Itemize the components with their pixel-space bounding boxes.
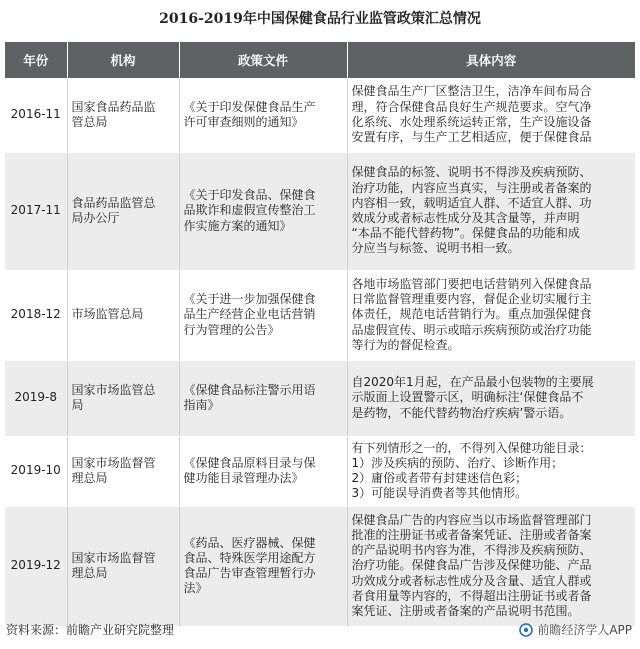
org-line: 国家市场监管总	[71, 382, 156, 397]
policy-table	[5, 42, 635, 627]
policy-line: 健功能目录管理办法》	[183, 471, 304, 485]
cell-year: 2018-12	[5, 270, 67, 360]
org-line: 市场监管总局	[71, 307, 144, 322]
policy-line: 《保健食品原料目录与保	[183, 455, 316, 470]
policy-line: 《药品、医疗器械、保健	[183, 535, 316, 550]
cell-content	[347, 436, 635, 506]
header-policy: 政策文件	[179, 42, 347, 78]
table-row	[5, 270, 635, 360]
policy-line: 《关于进一步加强保健食	[183, 292, 316, 307]
content-line: “本品不能代替药物”。保健食品的功能和成	[351, 226, 580, 241]
cell-org	[67, 360, 179, 436]
policy-line: 行为管理的公告》	[183, 322, 280, 337]
org-line: 局办公厅	[71, 211, 120, 225]
cell-year: 2016-11	[5, 78, 67, 152]
cell-policy	[179, 270, 347, 360]
content-line: 品虚假宣传、明示或暗示疾病预防或治疗功能	[351, 322, 592, 337]
header-year: 年份	[5, 42, 67, 78]
content-line: 1）涉及疾病的预防、治疗、诊断作用；	[351, 455, 564, 470]
content-line: 日常监督管理重要内容，督促企业切实履行主	[351, 292, 592, 307]
content-line: 有下列情形之一的，不得列入保健功能目录：	[351, 440, 592, 455]
cell-policy	[179, 360, 347, 436]
content-line: 等行为的督促检查。	[351, 337, 460, 352]
cell-policy	[179, 436, 347, 506]
header-org: 机构	[67, 42, 179, 78]
content-line: 者食用量等内容的，不得超出注册证书或者备	[351, 588, 592, 603]
table-body	[5, 78, 635, 626]
policy-line: 食品、特殊医学用途配方	[183, 550, 316, 565]
cell-year: 2019-12	[5, 506, 67, 626]
cell-content	[347, 506, 635, 626]
policy-line: 《关于印发保健食品生产	[183, 99, 316, 114]
page-title: 2016-2019年中国保健食品行业监管政策汇总情况	[159, 11, 481, 27]
cell-policy	[179, 78, 347, 152]
brand-name: 前瞻经济学人APP	[537, 623, 632, 637]
content-line: 批准的注册证书或者备案凭证、注册或者备案	[351, 527, 592, 542]
cell-content	[347, 152, 635, 270]
cell-policy	[179, 506, 347, 626]
policy-line: 品欺诈和虚假宣传整治工	[183, 203, 316, 218]
policy-line: 食品广告审查管理暂行办	[183, 566, 316, 580]
policy-line: 作实施方案的通知》	[183, 218, 292, 233]
cell-content	[347, 270, 635, 360]
policy-line: 品生产经营企业电话营销	[183, 307, 316, 322]
policy-line: 许可审查细则的通知》	[183, 114, 304, 129]
org-line: 局	[71, 398, 84, 412]
cell-content	[347, 78, 635, 152]
table-row	[5, 78, 635, 152]
content-line: 内容相一致，载明适宜人群、不适宜人群、功	[351, 195, 592, 210]
brand-logo-icon	[519, 623, 533, 637]
content-line: 保健食品的标签、说明书不得涉及疾病预防、	[351, 165, 592, 180]
content-line: 理，符合保健食品良好生产规范要求。空气净	[351, 99, 592, 114]
policy-line: 《关于印发食品、保健食	[183, 188, 316, 203]
policy-line: 《保健食品标注警示用语	[183, 382, 316, 397]
cell-year: 2019-8	[5, 360, 67, 436]
content-line: 化系统、水处理系统运转正常，生产设施设备	[351, 114, 592, 129]
content-line: 效成分或者标志性成分及其含量等，并声明	[351, 211, 580, 225]
cell-org	[67, 436, 179, 506]
cell-year: 2019-10	[5, 436, 67, 506]
content-line: 的产品说明书内容为准，不得涉及疾病预防、	[351, 543, 592, 558]
cell-org	[67, 152, 179, 270]
cell-year: 2017-11	[5, 152, 67, 270]
content-line: 示版面上设置警示区，明确标注‘保健食品不	[351, 390, 584, 405]
table-row	[5, 436, 635, 506]
content-line: 分应当与标签、说明书相一致。	[351, 241, 520, 256]
cell-org	[67, 506, 179, 626]
content-line: 各地市场监管部门要把电话营销列入保健食品	[351, 276, 592, 291]
content-line: 体责任，规范电话营销行为。重点加强保健食	[351, 307, 592, 322]
content-line: 是药物，不能代替药物治疗疾病’警示语。	[351, 405, 572, 420]
content-line: 治疗功能。保健食品广告涉及保健功能、产品	[351, 558, 592, 573]
org-line: 食品药品监管总	[71, 195, 156, 210]
content-line: 2）庸俗或者带有封建迷信色彩；	[351, 471, 528, 485]
cell-org	[67, 270, 179, 360]
table-header-row	[5, 42, 635, 78]
policy-line: 法》	[183, 581, 208, 596]
org-line: 理总局	[71, 471, 108, 485]
table-row	[5, 506, 635, 626]
content-line: 治疗功能，内容应当真实，与注册或者备案的	[351, 180, 592, 195]
content-line: 保健食品广告的内容应当以市场监督管理部门	[351, 512, 592, 527]
org-line: 国家市场监督管	[71, 550, 156, 565]
org-line: 管总局	[71, 114, 108, 129]
cell-policy	[179, 152, 347, 270]
content-line: 安置有序，与生产工艺相适应，便于保健食品	[351, 129, 592, 144]
content-line: 3）可能误导消费者等其他情形。	[351, 486, 528, 501]
source-note: 资料来源：前瞻产业研究院整理	[6, 623, 175, 637]
content-line: 案凭证、注册或者备案的产品说明书范围。	[351, 604, 580, 618]
content-line: 保健食品生产厂区整洁卫生，洁净车间布局合	[351, 84, 592, 99]
brand-mark	[519, 622, 632, 638]
cell-content	[347, 360, 635, 436]
org-line: 理总局	[71, 566, 108, 580]
table-row	[5, 152, 635, 270]
table-row	[5, 360, 635, 436]
org-line: 国家食品药品监	[71, 99, 156, 114]
policy-line: 指南》	[183, 398, 220, 412]
cell-org	[67, 78, 179, 152]
content-line: 功效成分或者标志性成分及含量、适宜人群或	[351, 573, 592, 588]
org-line: 国家市场监督管	[71, 455, 156, 470]
content-line: 自2020年1月起，在产品最小包装物的主要展	[351, 375, 594, 390]
header-content: 具体内容	[347, 42, 635, 78]
